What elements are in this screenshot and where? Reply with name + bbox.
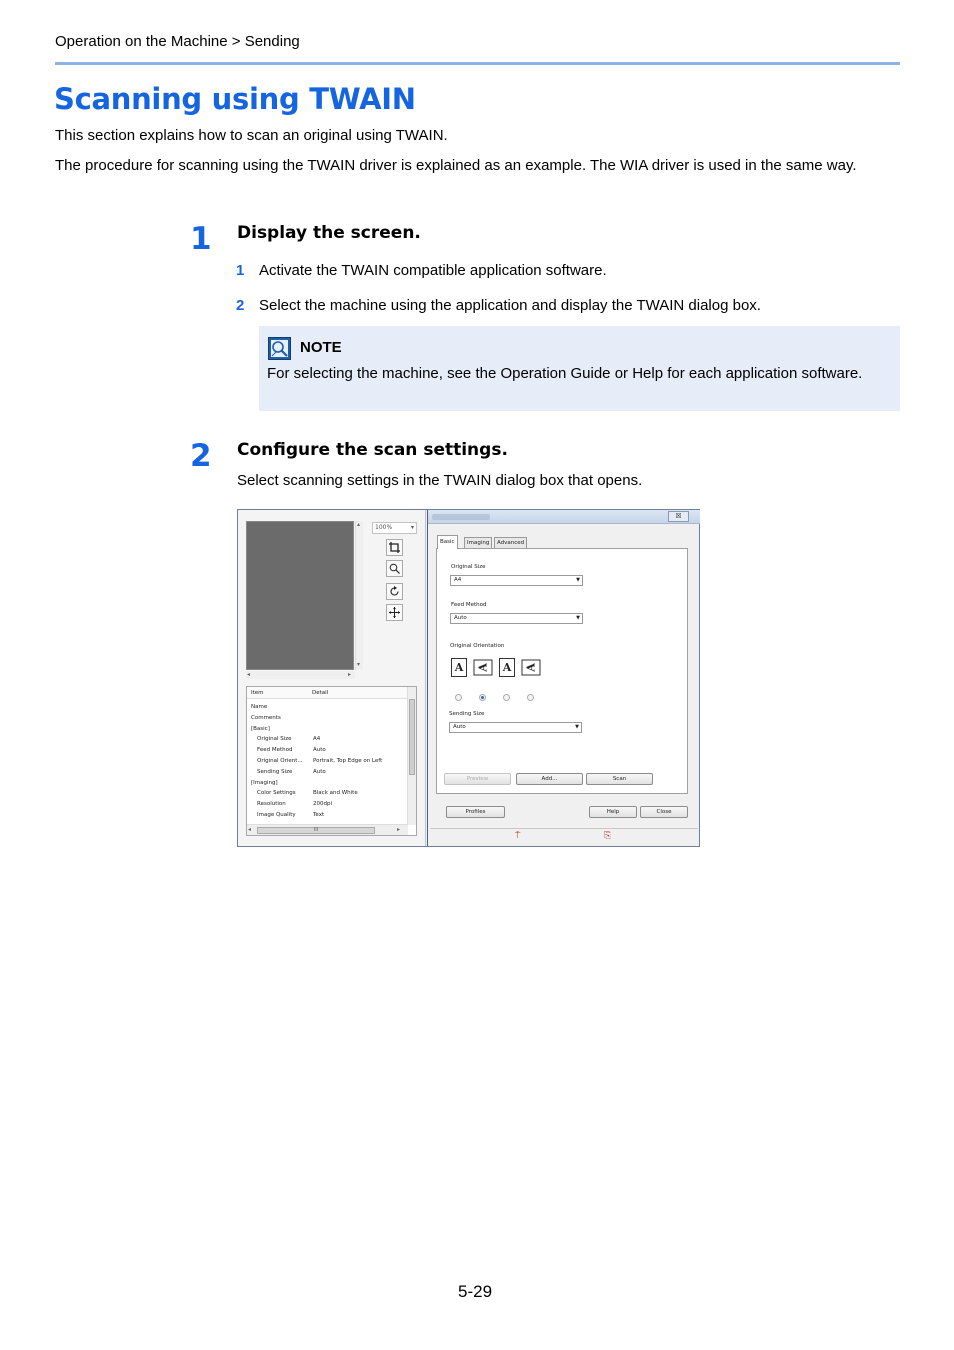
zoom-button[interactable] <box>386 560 403 577</box>
status-scanner-icon: ⍑ <box>515 831 521 841</box>
rotate-button[interactable] <box>386 583 403 600</box>
header-rule <box>55 62 900 65</box>
sending-size-value: Auto <box>453 724 466 730</box>
tab-imaging[interactable]: Imaging <box>464 537 492 549</box>
substep-1-number: 1 <box>236 262 245 279</box>
property-item: Color Settings <box>257 790 296 797</box>
property-item: Original Orient... <box>257 758 303 764</box>
scroll-up-icon[interactable]: ▴ <box>357 521 361 528</box>
orientation-portrait-left-icon[interactable]: A <box>474 660 493 676</box>
property-item: [Imaging] <box>251 779 278 786</box>
window-close-button[interactable]: ☒ <box>668 511 689 522</box>
move-button[interactable] <box>386 604 403 621</box>
window-title-blurred <box>432 514 490 520</box>
property-detail: Auto <box>313 747 326 754</box>
property-item: Resolution <box>257 801 286 808</box>
sending-size-label: Sending Size <box>449 711 485 717</box>
rotate-icon <box>389 586 400 597</box>
substep-1-text: Activate the TWAIN compatible application software. <box>259 262 607 279</box>
scroll-thumb[interactable] <box>409 699 415 775</box>
property-item: [Basic] <box>251 725 270 732</box>
property-item: Name <box>251 704 268 710</box>
preview-horizontal-scrollbar[interactable] <box>246 671 355 679</box>
property-item: Original Size <box>257 736 292 743</box>
step-2-title: Configure the scan settings. <box>237 440 508 460</box>
window-titlebar <box>428 510 700 524</box>
preview-vertical-scrollbar[interactable] <box>355 521 363 670</box>
step-2-description: Select scanning settings in the TWAIN dialog box that opens. <box>237 472 643 489</box>
scan-button[interactable]: Scan <box>586 773 653 785</box>
orientation-portrait-top-icon[interactable]: A <box>451 658 467 677</box>
substep-2-text: Select the machine using the application and display the TWAIN dialog box. <box>259 297 761 314</box>
intro-paragraph-1: This section explains how to scan an original using TWAIN. <box>55 127 448 144</box>
page-title: Scanning using TWAIN <box>54 82 416 116</box>
scroll-down-icon[interactable]: ▾ <box>357 661 361 668</box>
property-detail: Portrait, Top Edge on Left <box>313 758 383 764</box>
property-detail: Black and White <box>313 790 358 797</box>
status-bar <box>430 828 698 844</box>
move-icon <box>389 607 400 618</box>
property-item: Comments <box>251 714 281 721</box>
feed-method-dropdown[interactable] <box>450 613 583 624</box>
properties-header <box>247 687 408 699</box>
property-detail: Text <box>313 812 325 818</box>
note-box <box>259 326 900 411</box>
note-text: For selecting the machine, see the Operation Guide or Help for each application software. <box>267 365 863 382</box>
profiles-button[interactable]: Profiles <box>446 806 505 818</box>
note-icon <box>268 337 291 360</box>
zoom-value: 100% <box>375 524 393 531</box>
sending-size-dropdown[interactable] <box>449 722 582 733</box>
orientation-radio-1[interactable] <box>455 694 462 701</box>
status-document-icon: ⎘ <box>604 831 612 841</box>
substep-2-number: 2 <box>236 297 245 314</box>
scroll-left-icon[interactable]: ◂ <box>248 826 252 833</box>
basic-tab-panel <box>436 548 688 794</box>
scroll-right-icon[interactable]: ▸ <box>397 826 401 833</box>
column-header-item: Item <box>251 690 264 696</box>
original-size-label: Original Size <box>451 564 486 570</box>
close-button[interactable]: Close <box>640 806 688 818</box>
property-detail: 200dpi <box>313 801 333 808</box>
property-detail: A4 <box>313 736 321 743</box>
page-number: 5-29 <box>458 1282 493 1301</box>
crop-button[interactable] <box>386 539 403 556</box>
scroll-right-icon[interactable]: ▸ <box>348 671 352 678</box>
chevron-down-icon: ▼ <box>576 577 580 583</box>
column-header-detail: Detail <box>312 690 329 696</box>
properties-horizontal-scrollbar[interactable] <box>247 824 408 835</box>
orientation-landscape-left-icon[interactable]: A <box>522 660 541 676</box>
preview-area <box>246 521 354 670</box>
step-1-number: 1 <box>190 221 212 257</box>
original-orientation-label: Original Orientation <box>450 643 505 649</box>
twain-dialog-screenshot <box>237 509 700 847</box>
scroll-left-icon[interactable]: ◂ <box>247 671 251 678</box>
twain-settings-window <box>427 510 699 846</box>
orientation-radio-2[interactable] <box>479 694 486 701</box>
help-button[interactable]: Help <box>589 806 637 818</box>
chevron-down-icon: ▼ <box>576 615 580 621</box>
feed-method-value: Auto <box>454 615 467 621</box>
orientation-radio-3[interactable] <box>503 694 510 701</box>
property-item: Feed Method <box>257 747 293 754</box>
breadcrumb: Operation on the Machine > Sending <box>55 33 300 50</box>
step-2-number: 2 <box>190 438 212 474</box>
preview-pane <box>238 510 426 846</box>
note-title: NOTE <box>300 339 342 356</box>
property-item: Sending Size <box>257 768 293 775</box>
preview-button[interactable]: Preview <box>444 773 511 785</box>
properties-vertical-scrollbar[interactable] <box>407 687 416 825</box>
feed-method-label: Feed Method <box>451 602 487 608</box>
chevron-down-icon: ▼ <box>575 724 579 730</box>
zoom-icon <box>389 563 400 574</box>
original-size-dropdown[interactable] <box>450 575 583 586</box>
tab-advanced[interactable]: Advanced <box>494 537 527 549</box>
step-1-title: Display the screen. <box>237 223 421 243</box>
orientation-radio-4[interactable] <box>527 694 534 701</box>
zoom-select[interactable] <box>372 522 417 534</box>
intro-paragraph-2: The procedure for scanning using the TWAIN driver is explained as an example. The WIA driver is used in the same way. <box>55 157 857 174</box>
property-item: Image Quality <box>257 812 296 818</box>
add-button[interactable]: Add... <box>516 773 583 785</box>
chevron-down-icon: ▾ <box>410 524 414 531</box>
tab-basic[interactable]: Basic <box>437 535 458 549</box>
property-detail: Auto <box>313 768 326 775</box>
orientation-landscape-top-icon[interactable]: A <box>499 658 515 677</box>
crop-icon <box>389 542 400 553</box>
scroll-thumb[interactable]: III <box>257 827 375 834</box>
original-size-value: A4 <box>454 577 462 583</box>
properties-list <box>246 686 417 836</box>
